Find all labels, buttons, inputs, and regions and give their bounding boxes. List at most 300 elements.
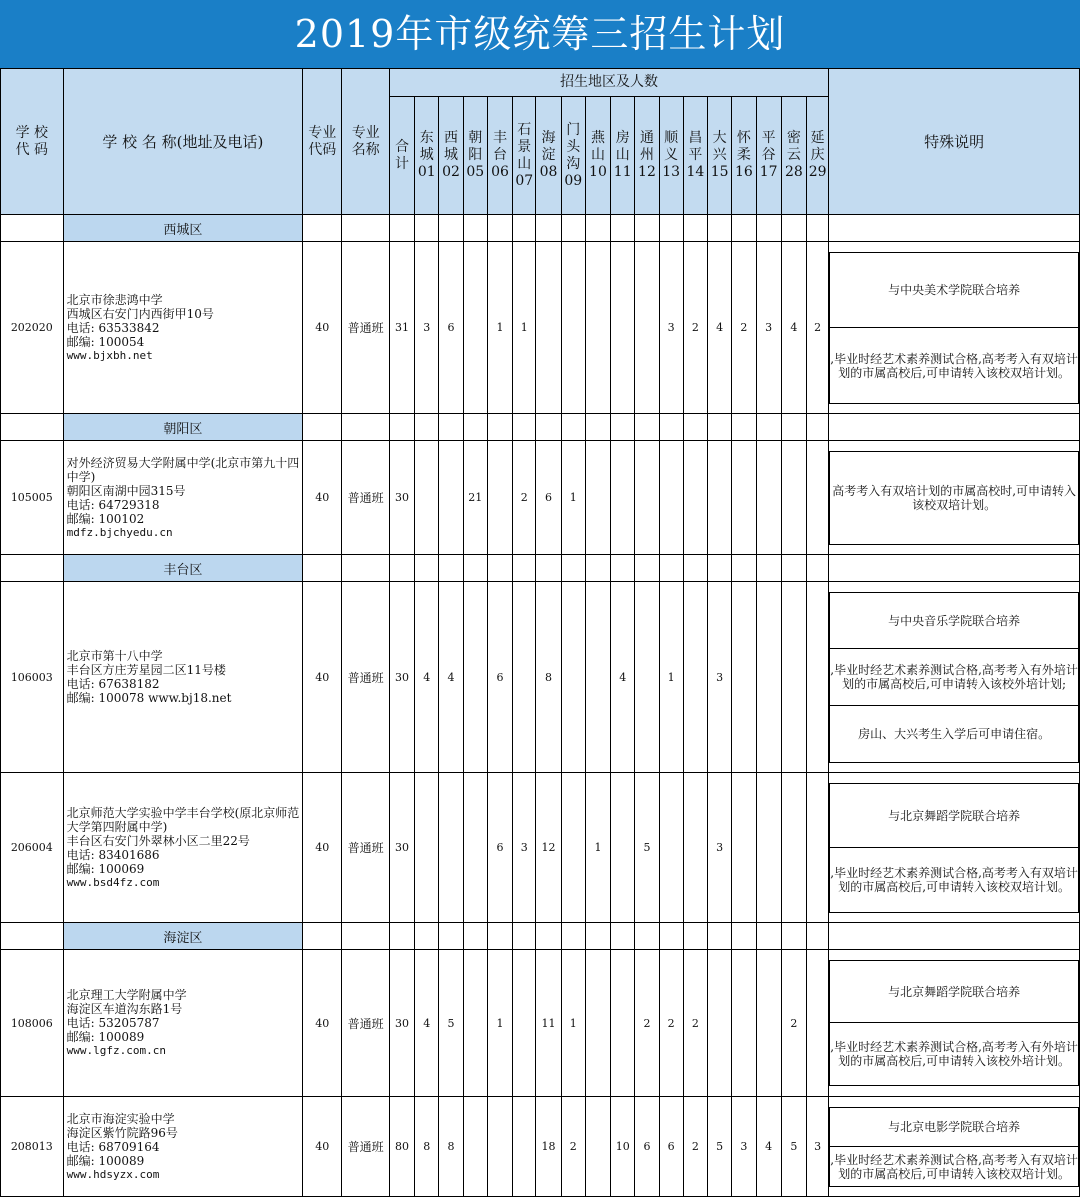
header-region-15: 平 谷 17 <box>756 97 781 215</box>
district-empty-cell <box>829 414 1080 441</box>
special-note: 高考考入有双培计划的市属高校时,可申请转入该校双培计划。 <box>829 451 1079 545</box>
district-empty-cell <box>635 215 659 242</box>
school-info-line: 电话: 67638182 <box>66 677 160 691</box>
region-count: 2 <box>683 950 707 1097</box>
special-notes <box>829 773 1080 923</box>
school-info-line: 电话: 64729318 <box>66 497 160 512</box>
district-empty-cell <box>708 923 732 950</box>
major-name: 普通班 <box>342 1097 389 1197</box>
district-empty-cell <box>585 414 610 441</box>
region-count <box>683 582 707 773</box>
school-row <box>1 242 1080 414</box>
district-empty-cell <box>303 215 342 242</box>
major-name: 普通班 <box>342 582 389 773</box>
region-count <box>561 582 585 773</box>
district-empty-cell <box>659 215 683 242</box>
major-code: 40 <box>303 582 342 773</box>
district-empty-cell <box>683 923 707 950</box>
region-count: 1 <box>513 242 536 414</box>
region-count: 4 <box>611 582 635 773</box>
region-count: 1 <box>487 950 512 1097</box>
district-empty-cell <box>781 215 806 242</box>
region-count <box>415 773 439 923</box>
district-empty-cell <box>463 215 487 242</box>
region-count <box>756 773 781 923</box>
school-info-line: 海淀区车道沟东路1号 <box>66 1002 183 1016</box>
district-empty-cell <box>756 414 781 441</box>
region-count <box>585 441 610 555</box>
region-count <box>513 1097 536 1197</box>
region-count <box>659 441 683 555</box>
region-count <box>439 441 463 555</box>
school-info-line: 电话: 63533842 <box>66 320 160 335</box>
school-info <box>63 773 302 923</box>
region-count: 5 <box>708 1097 732 1197</box>
region-count: 4 <box>781 242 806 414</box>
header-region-14: 怀 柔 16 <box>732 97 756 215</box>
district-empty-cell <box>807 215 829 242</box>
special-note: 与中央音乐学院联合培养 <box>829 592 1079 649</box>
region-count: 3 <box>756 242 781 414</box>
header-region-17: 延 庆 29 <box>807 97 829 215</box>
special-notes <box>829 950 1080 1097</box>
district-empty-cell <box>561 414 585 441</box>
district-empty-cell <box>756 215 781 242</box>
major-code: 40 <box>303 1097 342 1197</box>
total-count: 30 <box>389 950 414 1097</box>
region-count <box>463 773 487 923</box>
region-count: 1 <box>487 242 512 414</box>
region-count: 6 <box>439 242 463 414</box>
region-count: 2 <box>513 441 536 555</box>
school-info-line: 邮编: 100089 <box>66 1030 145 1044</box>
region-count <box>611 242 635 414</box>
region-count: 2 <box>635 950 659 1097</box>
district-label: 海淀区 <box>63 923 302 950</box>
region-count <box>781 773 806 923</box>
region-count <box>683 773 707 923</box>
special-notes <box>829 582 1080 773</box>
special-note: 与北京电影学院联合培养 <box>829 1107 1079 1147</box>
region-count: 2 <box>781 950 806 1097</box>
district-empty-cell <box>513 923 536 950</box>
special-note: ,毕业时经艺术素养测试合格,高考考入有外培计划的市属高校后,可申请转入该校外培计划; <box>829 649 1079 706</box>
region-count: 3 <box>708 582 732 773</box>
school-info-line: www.bjxbh.net <box>66 348 153 362</box>
district-empty-cell <box>732 923 756 950</box>
region-count: 1 <box>561 441 585 555</box>
district-label: 西城区 <box>63 215 302 242</box>
school-row <box>1 950 1080 1097</box>
region-count <box>536 242 561 414</box>
region-count <box>561 773 585 923</box>
district-empty-cell <box>1 555 64 582</box>
school-info-line: 对外经济贸易大学附属中学(北京市第九十四中学) <box>66 455 300 484</box>
school-info-line: 朝阳区南湖中园315号 <box>66 483 186 498</box>
district-empty-cell <box>732 215 756 242</box>
region-count <box>807 582 829 773</box>
region-count <box>732 950 756 1097</box>
district-empty-cell <box>611 555 635 582</box>
region-count: 6 <box>487 773 512 923</box>
special-notes <box>829 441 1080 555</box>
district-empty-cell <box>683 555 707 582</box>
district-label: 丰台区 <box>63 555 302 582</box>
region-count: 4 <box>756 1097 781 1197</box>
school-info <box>63 950 302 1097</box>
district-empty-cell <box>1 923 64 950</box>
region-count <box>756 950 781 1097</box>
school-row <box>1 441 1080 555</box>
school-info <box>63 441 302 555</box>
district-empty-cell <box>513 215 536 242</box>
header-school-code: 学 校 代 码 <box>1 69 64 215</box>
district-row <box>1 923 1080 950</box>
region-count <box>708 441 732 555</box>
district-empty-cell <box>342 923 389 950</box>
district-empty-cell <box>415 923 439 950</box>
header-region-10: 通 州 12 <box>635 97 659 215</box>
header-region-12: 昌 平 14 <box>683 97 707 215</box>
school-info-line: mdfz.bjchyedu.cn <box>66 525 173 539</box>
header-region-7: 门 头 沟 09 <box>561 97 585 215</box>
region-count <box>585 582 610 773</box>
school-info-line: 丰台区方庄芳星园二区11号楼 <box>66 663 226 677</box>
region-count: 8 <box>415 1097 439 1197</box>
school-info-line: 邮编: 100054 <box>66 334 145 349</box>
school-info-line: 海淀区紫竹院路96号 <box>66 1125 178 1140</box>
total-count: 31 <box>389 242 414 414</box>
region-count: 3 <box>513 773 536 923</box>
district-empty-cell <box>585 923 610 950</box>
region-count <box>781 582 806 773</box>
region-count <box>708 950 732 1097</box>
region-count <box>756 582 781 773</box>
region-count <box>585 1097 610 1197</box>
region-count: 5 <box>781 1097 806 1197</box>
district-empty-cell <box>342 215 389 242</box>
district-empty-cell <box>708 555 732 582</box>
region-count: 18 <box>536 1097 561 1197</box>
school-info-line: 西城区右安门内西街甲10号 <box>66 306 214 321</box>
district-row <box>1 555 1080 582</box>
district-empty-cell <box>756 923 781 950</box>
region-count <box>683 441 707 555</box>
district-empty-cell <box>683 414 707 441</box>
district-empty-cell <box>807 923 829 950</box>
region-count: 3 <box>708 773 732 923</box>
district-empty-cell <box>463 555 487 582</box>
header-region-9: 房 山 11 <box>611 97 635 215</box>
district-empty-cell <box>829 923 1080 950</box>
special-note: ,毕业时经艺术素养测试合格,高考考入有外培计划的市属高校后,可申请转入该校外培计划。 <box>829 1023 1079 1086</box>
school-info-line: 电话: 83401686 <box>66 847 160 862</box>
header-region-group: 招生地区及人数 <box>389 69 828 97</box>
region-count: 5 <box>635 773 659 923</box>
school-info-line: www.bsd4fz.com <box>66 875 160 889</box>
region-count <box>463 950 487 1097</box>
region-count <box>513 582 536 773</box>
region-count <box>611 773 635 923</box>
major-code: 40 <box>303 242 342 414</box>
school-row <box>1 1097 1080 1197</box>
district-empty-cell <box>781 923 806 950</box>
district-empty-cell <box>708 414 732 441</box>
region-count: 1 <box>561 950 585 1097</box>
district-empty-cell <box>561 215 585 242</box>
district-empty-cell <box>439 414 463 441</box>
region-count <box>781 441 806 555</box>
district-empty-cell <box>487 555 512 582</box>
header-region-11: 顺 义 13 <box>659 97 683 215</box>
district-empty-cell <box>561 555 585 582</box>
district-empty-cell <box>585 215 610 242</box>
school-code: 202020 <box>1 242 64 414</box>
school-info-line: 邮编: 100078 www.bj18.net <box>66 691 232 705</box>
region-count: 3 <box>732 1097 756 1197</box>
header-region-16: 密 云 28 <box>781 97 806 215</box>
region-count: 1 <box>659 582 683 773</box>
header-region-5: 石 景 山 07 <box>513 97 536 215</box>
region-count <box>463 582 487 773</box>
district-empty-cell <box>303 923 342 950</box>
district-empty-cell <box>536 555 561 582</box>
school-info-line: www.lgfz.com.cn <box>66 1044 166 1057</box>
region-count: 2 <box>683 1097 707 1197</box>
district-empty-cell <box>1 215 64 242</box>
header-region-1: 东 城 01 <box>415 97 439 215</box>
page-title: 2019年市级统筹三招生计划 <box>0 0 1080 68</box>
special-note: ,毕业时经艺术素养测试合格,高考考入有双培计划的市属高校后,可申请转入该校双培计划。 <box>829 848 1079 913</box>
special-note: 与中央美术学院联合培养 <box>829 252 1079 328</box>
district-label: 朝阳区 <box>63 414 302 441</box>
major-name: 普通班 <box>342 950 389 1097</box>
special-notes <box>829 242 1080 414</box>
school-info-line: 北京市第十八中学 <box>66 649 163 663</box>
district-empty-cell <box>389 923 414 950</box>
district-empty-cell <box>342 414 389 441</box>
district-empty-cell <box>487 215 512 242</box>
major-name: 普通班 <box>342 242 389 414</box>
region-count: 6 <box>635 1097 659 1197</box>
major-name: 普通班 <box>342 773 389 923</box>
total-count: 30 <box>389 441 414 555</box>
district-empty-cell <box>303 414 342 441</box>
district-empty-cell <box>536 923 561 950</box>
header-region-13: 大 兴 15 <box>708 97 732 215</box>
region-count: 4 <box>708 242 732 414</box>
region-count <box>635 582 659 773</box>
region-count: 6 <box>659 1097 683 1197</box>
district-empty-cell <box>439 555 463 582</box>
region-count: 2 <box>659 950 683 1097</box>
school-row <box>1 773 1080 923</box>
district-empty-cell <box>415 555 439 582</box>
district-empty-cell <box>513 414 536 441</box>
region-count: 2 <box>807 242 829 414</box>
region-count <box>807 773 829 923</box>
district-empty-cell <box>415 414 439 441</box>
region-count: 1 <box>585 773 610 923</box>
district-empty-cell <box>829 215 1080 242</box>
district-row <box>1 414 1080 441</box>
region-count <box>732 441 756 555</box>
school-code: 206004 <box>1 773 64 923</box>
region-count <box>463 242 487 414</box>
region-count: 8 <box>536 582 561 773</box>
district-empty-cell <box>659 414 683 441</box>
school-info-line: 邮编: 100102 <box>66 511 145 526</box>
region-count: 4 <box>439 582 463 773</box>
school-code: 208013 <box>1 1097 64 1197</box>
region-count: 5 <box>439 950 463 1097</box>
district-empty-cell <box>389 555 414 582</box>
district-empty-cell <box>635 555 659 582</box>
school-info <box>63 582 302 773</box>
district-empty-cell <box>659 555 683 582</box>
major-name: 普通班 <box>342 441 389 555</box>
district-empty-cell <box>611 215 635 242</box>
school-info-line: 电话: 68709164 <box>66 1139 160 1154</box>
district-row <box>1 215 1080 242</box>
region-count: 4 <box>415 950 439 1097</box>
enrollment-plan-table <box>0 68 1080 1197</box>
district-empty-cell <box>536 215 561 242</box>
district-empty-cell <box>807 555 829 582</box>
header-region-0: 合 计 <box>389 97 414 215</box>
district-empty-cell <box>659 923 683 950</box>
school-code: 105005 <box>1 441 64 555</box>
region-count <box>439 773 463 923</box>
major-code: 40 <box>303 773 342 923</box>
region-count: 2 <box>683 242 707 414</box>
region-count: 3 <box>415 242 439 414</box>
district-empty-cell <box>585 555 610 582</box>
district-empty-cell <box>781 414 806 441</box>
district-empty-cell <box>536 414 561 441</box>
district-empty-cell <box>487 923 512 950</box>
header-special-notes: 特殊说明 <box>829 69 1080 215</box>
region-count: 12 <box>536 773 561 923</box>
region-count: 21 <box>463 441 487 555</box>
region-count <box>807 441 829 555</box>
major-code: 40 <box>303 950 342 1097</box>
header-region-2: 西 城 02 <box>439 97 463 215</box>
school-info-line: 北京市海淀实验中学 <box>66 1111 175 1126</box>
header-school-name: 学 校 名 称(地址及电话) <box>63 69 302 215</box>
school-code: 106003 <box>1 582 64 773</box>
region-count <box>513 950 536 1097</box>
total-count: 80 <box>389 1097 414 1197</box>
district-empty-cell <box>487 414 512 441</box>
total-count: 30 <box>389 773 414 923</box>
district-empty-cell <box>439 923 463 950</box>
region-count: 3 <box>659 242 683 414</box>
district-empty-cell <box>611 923 635 950</box>
region-count: 2 <box>732 242 756 414</box>
district-empty-cell <box>807 414 829 441</box>
total-count: 30 <box>389 582 414 773</box>
header-region-6: 海 淀 08 <box>536 97 561 215</box>
region-count <box>463 1097 487 1197</box>
district-empty-cell <box>732 555 756 582</box>
district-empty-cell <box>389 215 414 242</box>
special-note: 与北京舞蹈学院联合培养 <box>829 783 1079 848</box>
region-count: 8 <box>439 1097 463 1197</box>
school-info-line: 丰台区右安门外翠林小区二里22号 <box>66 833 250 848</box>
region-count <box>635 242 659 414</box>
school-row <box>1 582 1080 773</box>
region-count <box>732 582 756 773</box>
district-empty-cell <box>635 923 659 950</box>
region-count: 6 <box>487 582 512 773</box>
region-count: 3 <box>807 1097 829 1197</box>
header-major-code: 专业 代码 <box>303 69 342 215</box>
region-count <box>415 441 439 555</box>
region-count <box>659 773 683 923</box>
district-empty-cell <box>513 555 536 582</box>
region-count: 6 <box>536 441 561 555</box>
district-empty-cell <box>1 414 64 441</box>
special-note: ,毕业时经艺术素养测试合格,高考考入有双培计划的市属高校后,可申请转入该校双培计划。 <box>829 328 1079 404</box>
region-count <box>611 950 635 1097</box>
district-empty-cell <box>756 555 781 582</box>
district-empty-cell <box>303 555 342 582</box>
region-count <box>756 441 781 555</box>
school-info-line: 北京师范大学实验中学丰台学校(原北京师范大学第四附属中学) <box>66 805 300 834</box>
school-info <box>63 242 302 414</box>
school-info-line: 邮编: 100069 <box>66 861 145 876</box>
district-empty-cell <box>611 414 635 441</box>
region-count: 10 <box>611 1097 635 1197</box>
region-count <box>561 242 585 414</box>
region-count <box>732 773 756 923</box>
district-empty-cell <box>708 215 732 242</box>
region-count: 11 <box>536 950 561 1097</box>
major-code: 40 <box>303 441 342 555</box>
region-count: 2 <box>561 1097 585 1197</box>
region-count: 4 <box>415 582 439 773</box>
header-region-8: 燕 山 10 <box>585 97 610 215</box>
district-empty-cell <box>439 215 463 242</box>
school-info-line: 北京理工大学附属中学 <box>66 988 187 1002</box>
region-count <box>635 441 659 555</box>
header-region-4: 丰 台 06 <box>487 97 512 215</box>
district-empty-cell <box>389 414 414 441</box>
district-empty-cell <box>463 414 487 441</box>
header-major-name: 专业 名称 <box>342 69 389 215</box>
district-empty-cell <box>342 555 389 582</box>
region-count <box>611 441 635 555</box>
district-empty-cell <box>683 215 707 242</box>
special-note: ,毕业时经艺术素养测试合格,高考考入有双培计划的市属高校后,可申请转入该校双培计划。 <box>829 1147 1079 1187</box>
school-info-line: 电话: 53205787 <box>66 1016 160 1030</box>
special-notes <box>829 1097 1080 1197</box>
region-count <box>585 242 610 414</box>
school-info-line: www.hdsyzx.com <box>66 1167 160 1181</box>
special-note: 房山、大兴考生入学后可申请住宿。 <box>829 706 1079 763</box>
region-count <box>585 950 610 1097</box>
header-region-3: 朝 阳 05 <box>463 97 487 215</box>
district-empty-cell <box>415 215 439 242</box>
school-info <box>63 1097 302 1197</box>
school-code: 108006 <box>1 950 64 1097</box>
district-empty-cell <box>463 923 487 950</box>
school-info-line: 邮编: 100089 <box>66 1153 145 1168</box>
district-empty-cell <box>781 555 806 582</box>
region-count <box>487 1097 512 1197</box>
school-info-line: 北京市徐悲鸿中学 <box>66 292 163 307</box>
